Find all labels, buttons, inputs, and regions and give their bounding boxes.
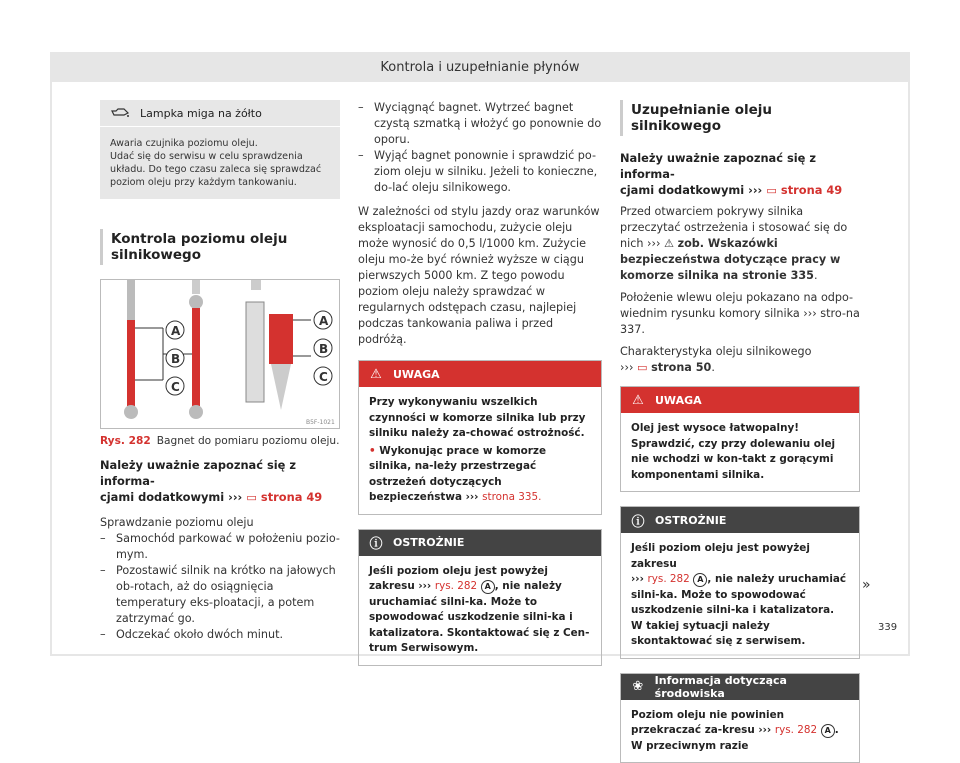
dipstick-illustration	[101, 280, 339, 428]
caution-box	[358, 529, 602, 666]
intro-line-1: Należy uważnie zapoznać się z informa-	[100, 457, 340, 489]
figure-label-a: A	[171, 324, 181, 338]
step-item: – Pozostawić silnik na krótko na jałowych ob-rotach, aż do osiągnięcia temperatury eks-ploatacji, a potem zatrzymać go.	[100, 563, 340, 627]
environment-header	[621, 674, 859, 700]
environment-body: Poziom oleju nie powinien przekraczać za-kresu ››› rys. 282 A . W przeciwnym razie	[621, 700, 859, 763]
warning-header	[359, 361, 601, 387]
step-item: – Odczekać około dwóch minut.	[100, 627, 340, 643]
header-band	[50, 52, 910, 82]
left-column	[100, 100, 340, 643]
oil-lamp-header	[100, 100, 340, 127]
warning-title: UWAGA	[393, 368, 440, 381]
warning-triangle-icon: ⚠	[621, 393, 655, 408]
step-item: – Samochód parkować w położeniu pozio-mym.	[100, 531, 340, 563]
intro-line-1: Należy uważnie zapoznać się z informa-	[620, 150, 860, 182]
warning-header	[621, 387, 859, 413]
figure-code: B5F-1021	[306, 419, 335, 426]
middle-column	[358, 100, 602, 666]
caution-body: Jeśli poziom oleju jest powyżej zakresu ››› rys. 282 A , nie należy uruchamiać silni-ka. Może to spowodować uszkodzenie silni-ka i katalizatora. W takiej sytuacji należy skontaktować się z serwisem.	[621, 533, 859, 658]
refill-paragraph-3: Charakterystyka oleju silnikowego ››› ▭ strona 50.	[620, 344, 860, 376]
right-column	[620, 100, 860, 763]
caution-header	[621, 507, 859, 533]
warning-triangle-icon: ⚠	[359, 367, 393, 382]
figure-label-a2: A	[319, 314, 329, 328]
check-heading: Sprawdzanie poziomu oleju	[100, 515, 340, 531]
consumption-paragraph: W zależności od stylu jazdy oraz warunków eksploatacji samochodu, zużycie oleju może wynosić do 0,5 l/1000 km. Zużycie oleju mo-że być również wyższe w ciągu pierwszych 5000 km. Z tego powodu poziom oleju należy sprawdzać w regularnych odstępach czasu, najlepiej podczas tankowania paliwa i przed podróżą.	[358, 204, 602, 348]
warning-title: UWAGA	[655, 394, 702, 407]
section-title-refill: Uzupełnianie oleju silnikowego	[631, 102, 860, 134]
section-heading-box	[100, 229, 340, 265]
circle-marker: A	[821, 724, 835, 738]
section-heading-box	[620, 100, 860, 136]
figure-caption	[100, 435, 340, 447]
caution-header	[359, 530, 601, 556]
page-number: 339	[878, 622, 897, 633]
page-ref-icon: ▭	[766, 183, 777, 197]
continue-mark: »	[862, 577, 871, 593]
caption-ref: Rys. 282	[100, 435, 151, 447]
dipstick-figure	[100, 279, 340, 429]
section-title-check: Kontrola poziomu oleju silnikowego	[111, 231, 340, 263]
environment-title: Informacja dotycząca środowiska	[655, 674, 859, 700]
caution-body: Jeśli poziom oleju jest powyżej zakresu ››› rys. 282 A , nie należy uruchamiać silni-ka. Może to spowodować uszkodzenie silni-ka i katalizatora. Skontaktować się z Cen-trum Serwisowym.	[359, 556, 601, 665]
figure-label-b2: B	[319, 342, 328, 356]
caution-link[interactable]: rys. 282	[647, 573, 689, 585]
leaf-icon: ❀	[621, 679, 655, 694]
caption-text: Bagnet do pomiaru poziomu oleju.	[157, 435, 340, 447]
environment-link[interactable]: rys. 282	[775, 724, 817, 736]
intro-block-right	[620, 150, 860, 198]
refill-paragraph-1: Przed otwarciem pokrywy silnika przeczytać ostrzeżenia i stosować się do nich ››› ⚠ zob. Wskazówki bezpieczeństwa dotyczące pracy w komorze silnika na stronie 335.	[620, 204, 860, 284]
warning-box	[358, 360, 602, 515]
warning-link[interactable]: strona 335.	[482, 491, 541, 503]
step-item: – Wyjąć bagnet ponownie i sprawdzić po-ziom oleju w silniku. Jeżeli to konieczne, do-lać oleju silnikowego.	[358, 148, 602, 196]
intro-link[interactable]: strona 49	[781, 183, 842, 197]
intro-block-left	[100, 457, 340, 505]
warning-body	[359, 387, 601, 514]
warning-body: Olej jest wysoce łatwopalny! Sprawdzić, czy przy dolewaniu olej nie wchodzi w kon-takt z gorącymi komponentami silnika.	[621, 413, 859, 491]
page-ref-icon: ▭	[246, 490, 257, 504]
caution-title: OSTROŻNIE	[655, 514, 726, 527]
oil-lamp-text: Awaria czujnika poziomu oleju. Udać się do serwisu w celu sprawdzenia układu. Do tego czasu zaleca się sprawdzać poziom oleju przy każdym tankowaniu.	[100, 127, 340, 199]
warning-bullet: • Wykonując prace w komorze silnika, na-leży przestrzegać ostrzeżeń dotyczących bezpieczeństwa ››› strona 335.	[369, 444, 591, 506]
warning-text: Przy wykonywaniu wszelkich czynności w komorze silnika lub przy silniku należy za-chować ostrożność.	[369, 395, 591, 442]
intro-line-2: cjami dodatkowymi ››› ▭ strona 49	[620, 182, 860, 198]
check-steps	[100, 531, 340, 643]
figure-label-b: B	[171, 352, 180, 366]
info-circle-icon: ⓘ	[621, 511, 655, 530]
intro-link[interactable]: strona 49	[261, 490, 322, 504]
oil-lamp-box	[100, 100, 340, 199]
spec-link[interactable]: strona 50	[651, 361, 711, 374]
environment-box	[620, 673, 860, 763]
warning-box-right	[620, 386, 860, 492]
circle-marker: A	[693, 573, 707, 587]
caution-link[interactable]: rys. 282	[435, 580, 477, 592]
page-ref-icon: ▭	[637, 361, 648, 374]
info-circle-icon: ⓘ	[359, 533, 393, 552]
warning-triangle-icon: ⚠	[664, 237, 674, 250]
caution-box-right	[620, 506, 860, 659]
circle-marker: A	[481, 580, 495, 594]
figure-label-c: C	[171, 380, 180, 394]
chapter-title: Kontrola i uzupełnianie płynów	[50, 60, 910, 75]
intro-line-2: cjami dodatkowymi ››› ▭ strona 49	[100, 489, 340, 505]
step-item: – Wyciągnąć bagnet. Wytrzeć bagnet czystą szmatką i włożyć go ponownie do oporu.	[358, 100, 602, 148]
figure-label-c2: C	[319, 370, 328, 384]
caution-title: OSTROŻNIE	[393, 536, 464, 549]
oil-lamp-title: Lampka miga na żółto	[140, 107, 262, 120]
oil-can-icon	[100, 106, 140, 121]
refill-paragraph-2: Położenie wlewu oleju pokazano na odpo-wiednim rysunku komory silnika ››› stro-na 337.	[620, 290, 860, 338]
